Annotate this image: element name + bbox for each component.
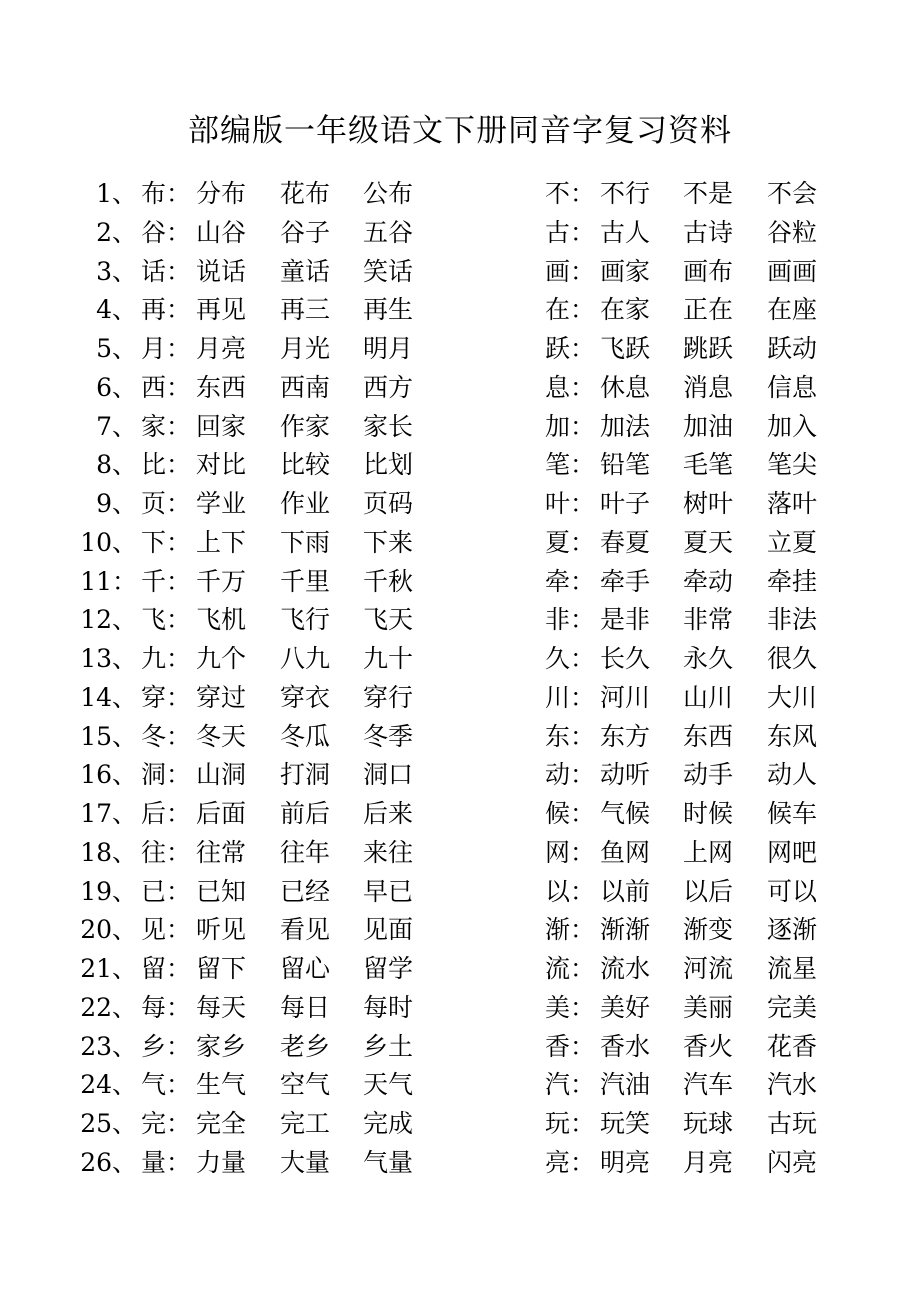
right-word: 上网: [683, 837, 734, 867]
left-character: 留：: [141, 954, 192, 983]
left-word: 留学: [363, 954, 414, 983]
right-word: 非法: [767, 605, 818, 635]
right-word: 气候: [600, 799, 651, 828]
left-word: 早已: [363, 876, 414, 906]
left-word: 老乡: [280, 1031, 331, 1061]
left-word: 谷子: [280, 217, 331, 247]
row-number: 25、: [80, 1109, 137, 1138]
left-word: 气量: [363, 1147, 414, 1177]
right-character: 画：: [545, 256, 596, 286]
right-word: 动手: [683, 760, 734, 790]
table-row: [0, 1028, 920, 1067]
table-row: [0, 795, 920, 834]
left-word: 穿衣: [280, 682, 331, 712]
right-character: 夏：: [545, 527, 596, 557]
page-title: 部编版一年级语文下册同音字复习资料: [188, 113, 732, 149]
left-word: 回家: [196, 411, 247, 441]
right-word: 跃动: [767, 334, 818, 363]
left-word: 冬天: [196, 721, 247, 751]
right-word: 铅笔: [600, 450, 651, 480]
left-word: 穿过: [196, 682, 247, 712]
right-word: 是非: [600, 605, 651, 635]
left-word: 山洞: [196, 760, 247, 790]
right-character: 渐：: [545, 915, 596, 945]
row-number: 15、: [80, 721, 137, 751]
right-word: 汽油: [600, 1070, 651, 1100]
right-word: 玩笑: [600, 1109, 651, 1138]
right-word: 古人: [600, 217, 651, 247]
right-word: 可以: [767, 876, 818, 906]
left-word: 生气: [196, 1070, 247, 1100]
right-word: 渐变: [683, 915, 734, 945]
right-character: 久：: [545, 644, 596, 673]
table-row: [0, 679, 920, 718]
right-character: 叶：: [545, 489, 596, 518]
table-row: [0, 834, 920, 873]
left-word: 下来: [363, 527, 414, 557]
right-word: 完美: [767, 992, 818, 1022]
right-character: 香：: [545, 1031, 596, 1061]
left-word: 完全: [196, 1109, 247, 1138]
left-word: 再见: [196, 295, 247, 325]
right-word: 消息: [683, 372, 734, 402]
right-word: 鱼网: [600, 837, 651, 867]
left-word: 冬季: [363, 721, 414, 751]
right-word: 加入: [767, 411, 818, 441]
left-word: 飞天: [363, 605, 414, 635]
right-character: 加：: [545, 411, 596, 441]
right-word: 候车: [767, 799, 818, 828]
left-word: 留心: [280, 954, 331, 983]
right-word: 在座: [767, 295, 818, 325]
left-word: 见面: [363, 915, 414, 945]
left-word: 每时: [363, 992, 414, 1022]
right-character: 不：: [545, 179, 596, 208]
right-word: 花香: [767, 1031, 818, 1061]
right-word: 不会: [767, 179, 818, 208]
left-character: 话：: [141, 256, 192, 286]
left-word: 再三: [280, 295, 331, 325]
row-number: 18、: [80, 837, 137, 867]
left-word: 已经: [280, 876, 331, 906]
left-word: 完成: [363, 1109, 414, 1138]
row-number: 10、: [80, 527, 137, 557]
row-number: 23、: [80, 1031, 137, 1061]
right-word: 以后: [683, 876, 734, 906]
right-word: 牵手: [600, 566, 651, 596]
left-word: 月光: [280, 334, 331, 363]
left-word: 西方: [363, 372, 414, 402]
right-character: 牵：: [545, 566, 596, 596]
right-word: 明亮: [600, 1147, 651, 1177]
right-character: 笔：: [545, 450, 596, 480]
left-character: 完：: [141, 1109, 192, 1138]
left-character: 冬：: [141, 721, 192, 751]
right-word: 美丽: [683, 992, 734, 1022]
right-word: 信息: [767, 372, 818, 402]
left-word: 往年: [280, 837, 331, 867]
row-number: 7、: [96, 411, 137, 441]
right-word: 河流: [683, 954, 734, 983]
left-word: 作业: [280, 489, 331, 518]
right-word: 落叶: [767, 489, 818, 518]
table-row: [0, 291, 920, 330]
right-character: 动：: [545, 760, 596, 790]
right-character: 以：: [545, 876, 596, 906]
left-character: 布：: [141, 179, 192, 208]
row-number: 24、: [80, 1070, 137, 1100]
left-character: 谷：: [141, 217, 192, 247]
row-number: 22、: [80, 992, 137, 1022]
row-number: 13、: [80, 644, 137, 673]
table-row: [0, 989, 920, 1028]
right-word: 不行: [600, 179, 651, 208]
right-character: 东：: [545, 721, 596, 751]
left-word: 再生: [363, 295, 414, 325]
left-word: 比划: [363, 450, 414, 480]
right-word: 古玩: [767, 1109, 818, 1138]
right-word: 不是: [683, 179, 734, 208]
left-character: 下：: [141, 527, 192, 557]
right-word: 渐渐: [600, 915, 651, 945]
left-word: 完工: [280, 1109, 331, 1138]
table-row: [0, 253, 920, 292]
left-word: 乡土: [363, 1031, 414, 1061]
left-word: 上下: [196, 527, 247, 557]
left-word: 笑话: [363, 256, 414, 286]
right-word: 山川: [683, 682, 734, 712]
left-word: 家长: [363, 411, 414, 441]
right-word: 大川: [767, 682, 818, 712]
right-word: 牵动: [683, 566, 734, 596]
left-word: 往常: [196, 837, 247, 867]
right-word: 长久: [600, 644, 651, 673]
left-word: 空气: [280, 1070, 331, 1100]
row-number: 11：: [80, 566, 137, 596]
table-row: [0, 1105, 920, 1144]
left-character: 已：: [141, 876, 192, 906]
right-word: 汽车: [683, 1070, 734, 1100]
left-word: 飞机: [196, 605, 247, 635]
right-character: 川：: [545, 682, 596, 712]
left-character: 飞：: [141, 605, 192, 635]
left-character: 后：: [141, 799, 192, 828]
left-word: 千万: [196, 566, 247, 596]
right-word: 加法: [600, 411, 651, 441]
left-character: 页：: [141, 489, 192, 518]
row-number: 19、: [80, 876, 137, 906]
left-word: 看见: [280, 915, 331, 945]
right-word: 逐渐: [767, 915, 818, 945]
left-character: 往：: [141, 837, 192, 867]
right-character: 非：: [545, 605, 596, 635]
left-word: 后面: [196, 799, 247, 828]
table-row: [0, 911, 920, 950]
table-row: [0, 873, 920, 912]
right-word: 飞跃: [600, 334, 651, 363]
right-word: 跳跃: [683, 334, 734, 363]
left-word: 五谷: [363, 217, 414, 247]
right-word: 流星: [767, 954, 818, 983]
row-number: 2、: [96, 217, 137, 247]
left-word: 后来: [363, 799, 414, 828]
left-word: 童话: [280, 256, 331, 286]
right-word: 夏天: [683, 527, 734, 557]
left-word: 八九: [280, 644, 331, 673]
right-word: 东西: [683, 721, 734, 751]
row-number: 8、: [96, 450, 137, 480]
left-character: 月：: [141, 334, 192, 363]
left-word: 千里: [280, 566, 331, 596]
right-character: 亮：: [545, 1147, 596, 1177]
right-word: 叶子: [600, 489, 651, 518]
left-character: 西：: [141, 372, 192, 402]
row-number: 3、: [96, 256, 137, 286]
right-character: 网：: [545, 837, 596, 867]
left-word: 作家: [280, 411, 331, 441]
left-character: 气：: [141, 1070, 192, 1100]
row-number: 26、: [80, 1147, 137, 1177]
left-word: 下雨: [280, 527, 331, 557]
left-word: 页码: [363, 489, 414, 518]
homophone-table: [0, 175, 920, 1183]
left-word: 力量: [196, 1147, 247, 1177]
right-word: 正在: [683, 295, 734, 325]
right-character: 流：: [545, 954, 596, 983]
right-character: 在：: [545, 295, 596, 325]
left-word: 已知: [196, 876, 247, 906]
right-word: 画家: [600, 256, 651, 286]
right-word: 永久: [683, 644, 734, 673]
table-row: [0, 369, 920, 408]
right-word: 春夏: [600, 527, 651, 557]
table-row: [0, 485, 920, 524]
table-row: [0, 640, 920, 679]
row-number: 21、: [80, 954, 137, 983]
left-character: 比：: [141, 450, 192, 480]
table-row: [0, 1066, 920, 1105]
left-word: 每日: [280, 992, 331, 1022]
left-word: 说话: [196, 256, 247, 286]
left-word: 分布: [196, 179, 247, 208]
table-row: [0, 563, 920, 602]
right-word: 画画: [767, 256, 818, 286]
left-word: 冬瓜: [280, 721, 331, 751]
right-word: 休息: [600, 372, 651, 402]
right-word: 香火: [683, 1031, 734, 1061]
right-word: 香水: [600, 1031, 651, 1061]
left-character: 穿：: [141, 682, 192, 712]
right-word: 玩球: [683, 1109, 734, 1138]
left-word: 千秋: [363, 566, 414, 596]
left-character: 再：: [141, 295, 192, 325]
left-character: 每：: [141, 992, 192, 1022]
right-word: 笔尖: [767, 450, 818, 480]
left-word: 西南: [280, 372, 331, 402]
right-character: 古：: [545, 217, 596, 247]
right-word: 牵挂: [767, 566, 818, 596]
left-word: 打洞: [280, 760, 331, 790]
table-row: [0, 446, 920, 485]
row-number: 1、: [96, 179, 137, 208]
left-word: 学业: [196, 489, 247, 518]
left-word: 家乡: [196, 1031, 247, 1061]
table-row: [0, 1144, 920, 1183]
row-number: 20、: [80, 915, 137, 945]
left-word: 飞行: [280, 605, 331, 635]
right-word: 网吧: [767, 837, 818, 867]
left-word: 公布: [363, 179, 414, 208]
right-word: 加油: [683, 411, 734, 441]
table-row: [0, 718, 920, 757]
left-word: 花布: [280, 179, 331, 208]
left-word: 明月: [363, 334, 414, 363]
right-word: 美好: [600, 992, 651, 1022]
right-character: 玩：: [545, 1109, 596, 1138]
left-character: 家：: [141, 411, 192, 441]
right-word: 立夏: [767, 527, 818, 557]
right-word: 流水: [600, 954, 651, 983]
left-word: 九十: [363, 644, 414, 673]
left-character: 乡：: [141, 1031, 192, 1061]
left-word: 对比: [196, 450, 247, 480]
right-character: 美：: [545, 992, 596, 1022]
row-number: 16、: [80, 760, 137, 790]
right-word: 画布: [683, 256, 734, 286]
row-number: 9、: [96, 489, 137, 518]
left-word: 大量: [280, 1147, 331, 1177]
table-row: [0, 950, 920, 989]
right-word: 闪亮: [767, 1147, 818, 1177]
left-word: 月亮: [196, 334, 247, 363]
right-word: 汽水: [767, 1070, 818, 1100]
left-word: 比较: [280, 450, 331, 480]
row-number: 4、: [96, 295, 137, 325]
left-word: 九个: [196, 644, 247, 673]
right-word: 谷粒: [767, 217, 818, 247]
row-number: 17、: [80, 799, 137, 828]
table-row: [0, 524, 920, 563]
left-word: 前后: [280, 799, 331, 828]
left-character: 千：: [141, 566, 192, 596]
left-character: 九：: [141, 644, 192, 673]
right-word: 树叶: [683, 489, 734, 518]
table-row: [0, 175, 920, 214]
right-word: 月亮: [683, 1147, 734, 1177]
right-word: 东风: [767, 721, 818, 751]
right-character: 候：: [545, 799, 596, 828]
right-word: 河川: [600, 682, 651, 712]
table-row: [0, 330, 920, 369]
left-character: 洞：: [141, 760, 192, 790]
left-word: 洞口: [363, 760, 414, 790]
left-word: 留下: [196, 954, 247, 983]
left-character: 量：: [141, 1147, 192, 1177]
left-word: 东西: [196, 372, 247, 402]
left-character: 见：: [141, 915, 192, 945]
table-row: [0, 756, 920, 795]
right-word: 动听: [600, 760, 651, 790]
row-number: 14、: [80, 682, 137, 712]
left-word: 穿行: [363, 682, 414, 712]
table-row: [0, 408, 920, 447]
left-word: 听见: [196, 915, 247, 945]
right-character: 跃：: [545, 334, 596, 363]
row-number: 12、: [80, 605, 137, 635]
right-word: 时候: [683, 799, 734, 828]
left-word: 来往: [363, 837, 414, 867]
right-word: 动人: [767, 760, 818, 790]
left-word: 天气: [363, 1070, 414, 1100]
table-row: [0, 214, 920, 253]
row-number: 6、: [96, 372, 137, 402]
table-row: [0, 601, 920, 640]
right-word: 非常: [683, 605, 734, 635]
right-character: 汽：: [545, 1070, 596, 1100]
left-word: 山谷: [196, 217, 247, 247]
right-character: 息：: [545, 372, 596, 402]
right-word: 古诗: [683, 217, 734, 247]
left-word: 每天: [196, 992, 247, 1022]
right-word: 东方: [600, 721, 651, 751]
right-word: 在家: [600, 295, 651, 325]
right-word: 毛笔: [683, 450, 734, 480]
right-word: 很久: [767, 644, 818, 673]
row-number: 5、: [96, 334, 137, 363]
right-word: 以前: [600, 876, 651, 906]
